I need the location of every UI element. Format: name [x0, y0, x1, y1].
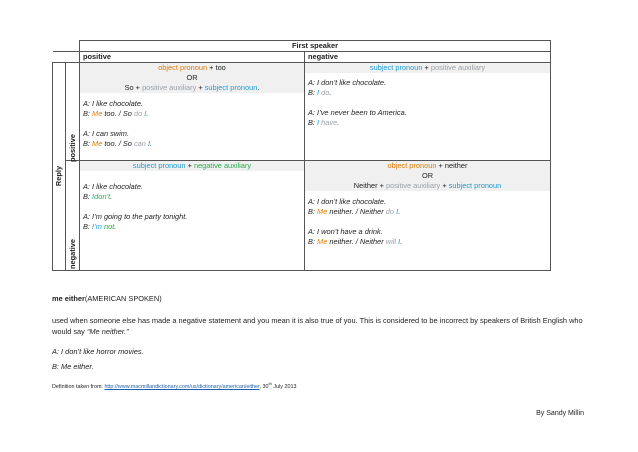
source-date-sup: th [268, 381, 272, 386]
example-line [308, 108, 550, 118]
row-negative-cell [66, 161, 80, 271]
text-run: . [146, 109, 149, 118]
example-line [83, 129, 304, 139]
text-run: + [196, 83, 205, 92]
text-run: subject pronoun [369, 63, 423, 72]
np-rule [80, 161, 304, 171]
text-run: I [396, 207, 399, 216]
text-run: do [133, 109, 143, 118]
pn-rule-line1 [305, 63, 550, 73]
text-run: A: I don’t like chocolate. [308, 78, 387, 87]
text-run: negative auxiliary [193, 161, 252, 170]
text-run: don’t [94, 192, 111, 201]
text-run: I [317, 118, 320, 127]
text-run: Me [92, 139, 103, 148]
corner-blank [53, 41, 80, 52]
text-run: A: I’ve never been to America. [308, 108, 407, 117]
text-run: . [329, 88, 332, 97]
text-run: I [317, 88, 320, 97]
text-run: too. / So [102, 139, 134, 148]
text-run: + neither [436, 161, 468, 170]
text-run: . [257, 83, 260, 92]
pp-examples [80, 93, 304, 151]
text-run: I [144, 109, 147, 118]
definition-text [52, 315, 592, 337]
text-run: A: I like chocolate. [83, 182, 143, 191]
text-run: too. / So [102, 109, 134, 118]
text-run: So + [124, 83, 143, 92]
np-rule-line1 [80, 161, 304, 171]
source-link[interactable]: http://www.macmillandictionary.com/us/dictionary/american/either [104, 383, 260, 390]
text-run: . [398, 207, 401, 216]
definition-quote: “Me neither.” [86, 327, 129, 336]
definition-body: used when someone else has made a negative statement and you mean it is also true of you. This is considered to be incorrect by speakers of British English who would say [52, 316, 583, 336]
row-positive-label: positive [67, 134, 77, 162]
nn-rule [305, 161, 550, 191]
text-run: neither. / Neither [327, 237, 386, 246]
pp-rule-line2 [80, 83, 304, 93]
cell-positive-positive [80, 63, 305, 161]
cell-negative-positive [80, 161, 305, 271]
text-run: Me [317, 237, 328, 246]
reply-table [52, 40, 551, 271]
example-line [83, 139, 304, 149]
cell-positive-negative [305, 63, 551, 161]
text-run: I [147, 139, 151, 148]
example-line [83, 109, 304, 119]
text-run: . [337, 118, 340, 127]
text-run: Me [92, 109, 103, 118]
text-run: B: [308, 88, 318, 97]
example-line [83, 212, 304, 222]
text-run: B: [83, 139, 93, 148]
text-run: subject pronoun [204, 83, 258, 92]
nn-rule-line2 [305, 181, 550, 191]
example-line [308, 88, 550, 98]
text-run: object pronoun [387, 161, 437, 170]
example-line [83, 119, 304, 129]
text-run: + [422, 63, 431, 72]
nn-examples [305, 191, 550, 249]
text-run: subject pronoun [448, 181, 502, 190]
example-line [308, 227, 550, 237]
text-run: . [114, 222, 117, 231]
text-run: B: [308, 118, 318, 127]
example-line [83, 182, 304, 192]
text-run: will [385, 237, 397, 246]
example-line [308, 118, 550, 128]
text-run: do [321, 88, 330, 97]
reply-label: Reply [54, 165, 63, 187]
example-line [308, 237, 550, 247]
text-run: Neither + [353, 181, 386, 190]
source-date-num: , 30 [259, 383, 269, 390]
text-run: positive auxiliary [142, 83, 197, 92]
np-examples [80, 171, 304, 234]
pp-rule-line1 [80, 63, 304, 73]
source-prefix: Definition taken from: [52, 383, 103, 390]
definition-term: me either [52, 294, 85, 303]
example-line [308, 217, 550, 227]
definition-source [52, 378, 592, 393]
example-line [83, 192, 304, 202]
text-run: Me [317, 207, 328, 216]
text-run: B: [83, 192, 93, 201]
text-run: object pronoun [158, 63, 208, 72]
text-run: A: I’m going to the party tonight. [83, 212, 188, 221]
pp-rule [80, 63, 304, 93]
example-line [83, 99, 304, 109]
text-run: B: [308, 207, 318, 216]
row-negative-label: negative [67, 239, 77, 269]
text-run: not [103, 222, 115, 231]
col-negative-header: negative [305, 52, 551, 63]
definition-example-a: A: I don’t like horror movies. [52, 347, 144, 356]
text-run: . [110, 192, 113, 201]
text-run: neither. / Neither [327, 207, 386, 216]
definition-example-b: B: Me either. [52, 362, 94, 371]
text-run: can [133, 139, 146, 148]
pp-rule-or: OR [186, 73, 198, 82]
text-run: positive auxiliary [386, 181, 441, 190]
text-run: B: [83, 222, 93, 231]
example-line [308, 78, 550, 88]
example-line [83, 202, 304, 212]
row-positive-cell [66, 63, 80, 161]
reply-label-cell [53, 63, 66, 271]
text-run: . [150, 139, 153, 148]
text-run: A: I don’t like chocolate. [308, 197, 387, 206]
example-line [83, 222, 304, 232]
text-run: B: [308, 237, 318, 246]
example-line [308, 98, 550, 108]
text-run: + [440, 181, 449, 190]
definition-tag: (AMERICAN SPOKEN) [84, 294, 162, 303]
text-run: I’m [92, 222, 102, 231]
source-date-rest: July 2013 [271, 383, 297, 390]
author-credit: By Sandy Millin [536, 410, 584, 417]
cell-negative-negative [305, 161, 551, 271]
col-positive-header: positive [80, 52, 305, 63]
text-run: positive auxiliary [430, 63, 486, 72]
definition-heading [52, 293, 592, 304]
nn-rule-line1 [305, 161, 550, 171]
pn-rule [305, 63, 550, 73]
text-run: do [385, 207, 395, 216]
text-run: subject pronoun [132, 161, 186, 170]
example-line [308, 197, 550, 207]
text-run: I [398, 237, 401, 246]
first-speaker-header: First speaker [80, 41, 551, 52]
text-run: A: I can swim. [83, 129, 129, 138]
text-run: + too [207, 63, 226, 72]
text-run: I [92, 192, 95, 201]
text-run: . [400, 237, 403, 246]
pn-examples [305, 73, 550, 130]
text-run: A: I like chocolate. [83, 99, 143, 108]
nn-rule-or: OR [421, 171, 434, 180]
text-run: have [321, 118, 338, 127]
corner-blank-2 [53, 52, 80, 63]
text-run: B: [83, 109, 93, 118]
text-run: + [185, 161, 194, 170]
text-run: A: I won’t have a drink. [308, 227, 383, 236]
example-line [308, 207, 550, 217]
